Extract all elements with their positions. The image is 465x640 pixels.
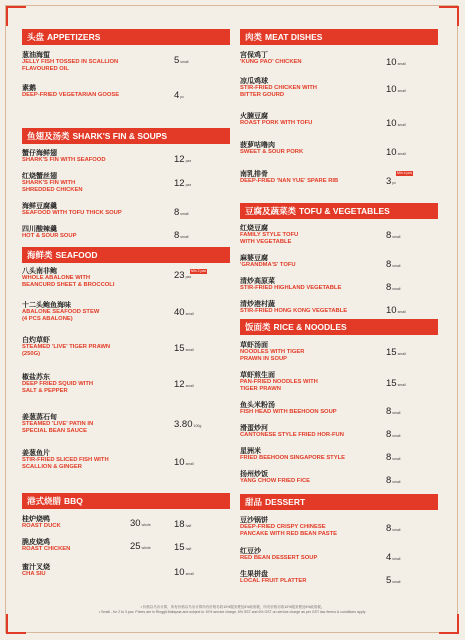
section-header-dessert: 甜品 DESSERT [240, 494, 438, 510]
menu-item: 桂炉烧鸭 ROAST DUCK 30whole 18half [22, 514, 192, 530]
menu-item: 椒盐苏东 DEEP FRIED SQUID WITH SALT & PEPPER 12small [22, 372, 194, 394]
corner-ornament [6, 614, 26, 634]
footer-note [12, 605, 453, 615]
menu-item: 宫保鸡丁 'KUNG PAO' CHICKEN 10small [240, 50, 406, 68]
corner-ornament [439, 6, 459, 26]
menu-item: 草虾煎生面 PAN-FRIED NOODLES WITH TIGER PRAWN 15small [240, 370, 406, 392]
footer-note-en: • Small - for 2 to 3 pax. Prices are in Ringgit Malaysia and subject to 10% service charge, 6% SST and 6% GST on service charge as per GST law /terms & conditions apply. [98, 610, 367, 614]
menu-item: 麻婆豆腐 'GRANDMA'S' TOFU 8small [240, 253, 401, 270]
menu-item: 生果拼盘 LOCAL FRUIT PLATTER 5small [240, 569, 401, 586]
menu-item: 白灼草虾 STEAMED 'LIVE' TIGER PRAWN (250G) 15small [22, 335, 194, 357]
min-order-tag: Min 4 pcs [397, 171, 412, 175]
menu-item: 姜葱蒸石甸 STEAMED 'LIVE' PATIN IN SPECIAL BEAN SAUCE 3.80100g [22, 412, 202, 434]
menu-item: 星洲米 FRIED BEEHOON SINGAPORE STYLE 8small [240, 446, 401, 463]
menu-item: 红烧蟹丝翅 SHARK'S FIN WITH SHREDDED CHICKEN 12pax [22, 171, 192, 193]
menu-item: 素鹅 DEEP-FRIED VEGETARIAN GOOSE 4pc [22, 83, 184, 101]
menu-item: 滑蛋炒河 CANTONESE STYLE FRIED HOR-FUN 8small [240, 423, 401, 440]
footer-note-cn: • 价格以马币计算，所有价格以马币计算所有价格另收10%服务费及6%政府税，所有价格另收10%服务费及6%政府税。 [140, 605, 325, 609]
menu-item: 火腩豆腐 ROAST PORK WITH TOFU 10small [240, 111, 406, 129]
menu-item: 海鲜豆腐羹 SEAFOOD WITH TOFU THICK SOUP 8small [22, 201, 189, 218]
section-header-seafood: 海鲜类 SEAFOOD [22, 247, 230, 263]
menu-item: 扬州炒饭 YANG CHOW FRIED FICE 8small [240, 469, 401, 486]
section-header-appetizers: 头盘 APPETIZERS [22, 29, 230, 45]
menu-item: 蟹仔海鲜翅 SHARK'S FIN WITH SEAFOOD 12pax [22, 148, 192, 165]
menu-item: 脆皮烧鸡 ROAST CHICKEN 25whole 15half [22, 537, 192, 553]
menu-item: 葱油海蜇 JELLY FISH TOSSED IN SCALLION FLAVOURED OIL 5small [22, 50, 189, 72]
menu-item: 四川酸辣羹 HOT & SOUR SOUP 8small [22, 224, 189, 241]
menu-item: 红烧豆腐 FAMILY STYLE TOFU WITH VEGETABLE 8small [240, 223, 401, 245]
menu-item: 红豆沙 RED BEAN DESSERT SOUP 4small [240, 546, 401, 563]
menu-item: 蜜汁叉烧 CHA SIU 10small [22, 562, 194, 578]
menu-item: 南乳排骨 DEEP-FRIED 'NAN YUE' SPARE RIB 3pc Min 4 pcs [240, 169, 412, 187]
menu-item: 清炒港村蔬 STIR-FRIED HONG KONG VEGETABLE 10small [240, 299, 406, 316]
min-order-tag: Min 2 pax [191, 269, 207, 273]
menu-item: 菠萝咕噜肉 SWEET & SOUR PORK 10small [240, 140, 406, 158]
corner-ornament [439, 614, 459, 634]
menu-item: 清炒高原菜 STIR-FRIED HIGHLAND VEGETABLE 8small [240, 276, 401, 293]
menu-item: 十二头鲍鱼海味 ABALONE SEAFOOD STEW (4 PCS ABALONE) 40small [22, 300, 194, 322]
menu-item: 姜葱鱼片 STIR-FRIED SLICED FISH WITH SCALLION & GINGER 10small [22, 448, 194, 470]
menu-item: 豆沙锅饼 DEEP-FRIED CRISPY CHINESE PANCAKE WITH RED BEAN PASTE 8small [240, 515, 401, 537]
section-header-meat: 肉类 MEAT DISHES [240, 29, 438, 45]
menu-item: 鱼头米粉汤 FISH HEAD WITH BEEHOON SOUP 8small [240, 400, 401, 417]
corner-ornament [6, 6, 26, 26]
menu-item: 凉瓜鸡球 STIR-FRIED CHICKEN WITH BITTER GOURD 10small [240, 76, 406, 98]
menu-item: 草虾汤面 NOODLES WITH TIGER PRAWN IN SOUP 15small [240, 340, 406, 362]
section-header-sharks-fin: 鱼翅及汤类 SHARK'S FIN & SOUPS [22, 128, 230, 144]
section-header-tofu: 豆腐及蔬菜类 TOFU & VEGETABLES [240, 203, 438, 219]
section-header-rice-noodles: 饭面类 RICE & NOODLES [240, 319, 438, 335]
section-header-bbq: 港式烧腊 BBQ [22, 493, 230, 509]
menu-item: 八头南非鲍 WHOLE ABALONE WITH BEANCURD SHEET & BROCCOLI 23pax Min 2 pax [22, 266, 207, 288]
